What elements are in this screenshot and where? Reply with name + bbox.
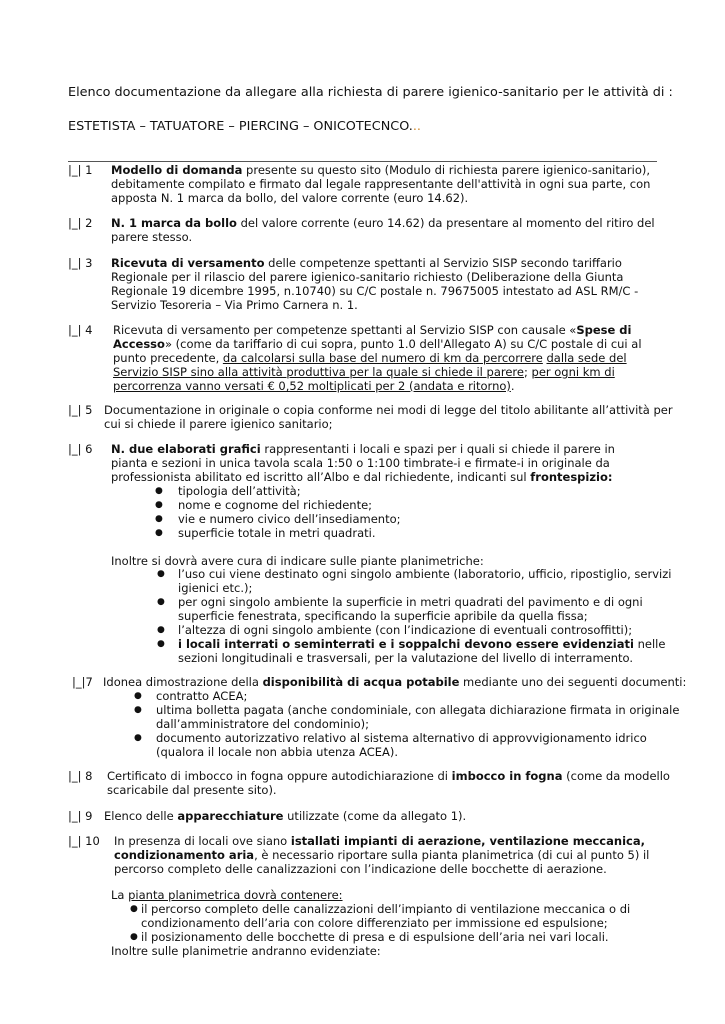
item-1-line-3: apposta N. 1 marca da bollo, del valore corrente (euro 14.62). xyxy=(111,191,469,205)
item-6-sub-4b: sezioni longitudinali e trasversali, per la valutazione del livello di interramento. xyxy=(178,651,634,665)
bullet-icon: ● xyxy=(155,500,163,510)
item-2-line-2: parere stesso. xyxy=(111,230,193,244)
item-5-line-2: cui si chiede il parere igienico sanitario; xyxy=(104,417,333,431)
item-2-line-1: N. 1 marca da bollo del valore corrente (euro 14.62) da presentare al momento del ritiro del xyxy=(111,216,655,230)
item-1-line-2: debitamente compilato e firmato dal legale rappresentante dell'attività in ogni sua parte, con xyxy=(111,177,651,191)
item-4-line-4: Servizio SISP sino alla attività produttiva per la quale si chiede il parere; per ogni km di xyxy=(113,365,615,379)
checkbox-item-8[interactable]: |_| 8 xyxy=(68,769,93,783)
item-7-bullet-2a: ultima bolletta pagata (anche condominiale, con allegata dichiarazione firmata in originale xyxy=(156,703,680,717)
bullet-icon: ● xyxy=(130,904,138,914)
checkbox-item-1[interactable]: |_| 1 xyxy=(68,163,93,177)
item-8-line-2: scaricabile dal presente sito). xyxy=(107,783,277,797)
bullet-icon: ● xyxy=(157,625,165,635)
item-6-bullet-4: superficie totale in metri quadrati. xyxy=(178,526,376,540)
item-4-line-2: Accesso» (come da tariffario di cui sopra, punto 1.0 dell'Allegato A) su C/C postale di cui al xyxy=(113,337,642,351)
item-7-bullet-1: contratto ACEA; xyxy=(156,689,248,703)
item-1-line-1: Modello di domanda presente su questo sito (Modulo di richiesta parere igienico-sanitario), xyxy=(111,163,651,177)
item-10-line-2: condizionamento aria, è necessario riportare sulla pianta planimetrica (di cui al punto 5) il xyxy=(114,848,650,862)
item-10-line-4: La pianta planimetrica dovrà contenere: xyxy=(111,888,343,902)
item-7-bullet-3b: (qualora il locale non abbia utenza ACEA). xyxy=(156,745,399,759)
bullet-icon: ● xyxy=(157,597,165,607)
bullet-icon: ● xyxy=(155,514,163,524)
item-8-line-1: Certificato di imbocco in fogna oppure autodichiarazione di imbocco in fogna (come da modello xyxy=(107,769,670,783)
item-3-line-4: Servizio Tesoreria – Via Primo Carnera n. 1. xyxy=(111,298,358,312)
bullet-icon: ● xyxy=(155,528,163,538)
bullet-icon: ● xyxy=(134,733,142,743)
bullet-icon: ● xyxy=(157,569,165,579)
item-3-line-1: Ricevuta di versamento delle competenze spettanti al Servizio SISP secondo tariffario xyxy=(111,256,622,270)
item-6-sub-3: l’altezza di ogni singolo ambiente (con l’indicazione di eventuali controsoffitti); xyxy=(178,623,633,637)
checkbox-item-7[interactable]: |_|7 xyxy=(72,675,93,689)
item-3-line-2: Regionale per il rilascio del parere igienico-sanitario richiesto (Deliberazione della Giunta xyxy=(111,270,624,284)
checkbox-item-6[interactable]: |_| 6 xyxy=(68,442,93,456)
item-6-sub-2b: superficie fenestrata, specificando la superficie apribile da quella fissa; xyxy=(178,609,588,623)
item-4-line-3: punto precedente, da calcolarsi sulla base del numero di km da percorrere dalla sede del xyxy=(113,351,627,365)
item-7-line-1: Idonea dimostrazione della disponibilità di acqua potabile mediante uno dei seguenti documenti: xyxy=(103,675,687,689)
item-7-bullet-2b: dall’amministratore del condominio); xyxy=(156,717,370,731)
bullet-icon: ● xyxy=(134,691,142,701)
checkbox-item-9[interactable]: |_| 9 xyxy=(68,809,93,823)
item-3-line-3: Regionale 19 dicembre 1995, n.10740) su C/C postale n. 79675005 intestato ad ASL RM/C - xyxy=(111,284,639,298)
checkbox-item-2[interactable]: |_| 2 xyxy=(68,216,93,230)
item-6-bullet-3: vie e numero civico dell’insediamento; xyxy=(178,512,401,526)
bullet-icon: ● xyxy=(155,486,163,496)
item-6-intro-2: Inoltre si dovrà avere cura di indicare sulle piante planimetriche: xyxy=(111,554,484,568)
checkbox-item-4[interactable]: |_| 4 xyxy=(68,323,93,337)
item-10-line-3: percorso completo delle canalizzazioni con l’indicazione delle bocchette di aerazione. xyxy=(114,862,607,876)
item-10-line-1: In presenza di locali ove siano istallati impianti di aerazione, ventilazione meccanica, xyxy=(114,834,645,848)
item-6-line-3: professionista abilitato ed iscritto all’Albo e dal richiedente, indicanti sul frontespizio: xyxy=(111,470,613,484)
item-6-bullet-2: nome e cognome del richiedente; xyxy=(178,498,373,512)
checkbox-item-10[interactable]: |_| 10 xyxy=(68,834,100,848)
document-subtitle: ESTETISTA – TATUATORE – PIERCING – ONICOTECNCO... xyxy=(68,119,421,134)
item-10-line-5: Inoltre sulle planimetrie andranno evidenziate: xyxy=(111,944,381,958)
item-6-sub-4a: i locali interrati o seminterrati e i soppalchi devono essere evidenziati nelle xyxy=(178,637,666,651)
document-title: Elenco documentazione da allegare alla richiesta di parere igienico-sanitario per le attività di : xyxy=(68,85,673,100)
item-6-line-1: N. due elaborati grafici rappresentanti i locali e spazi per i quali si chiede il parere in xyxy=(111,442,615,456)
item-6-sub-1b: igienici etc.); xyxy=(178,581,253,595)
item-6-line-2: pianta e sezioni in unica tavola scala 1:50 o 1:100 timbrate-i e firmate-i in originale da xyxy=(111,456,610,470)
item-9-line-1: Elenco delle apparecchiature utilizzate (come da allegato 1). xyxy=(104,809,467,823)
item-7-bullet-3a: documento autorizzativo relativo al sistema alternativo di approvvigionamento idrico xyxy=(156,731,647,745)
bullet-icon: ● xyxy=(130,932,138,942)
item-10-bullet-2: il posizionamento delle bocchette di presa e di espulsione dell’aria nei vari locali. xyxy=(141,930,609,944)
item-6-sub-1a: l’uso cui viene destinato ogni singolo ambiente (laboratorio, ufficio, ripostiglio, servizi xyxy=(178,567,672,581)
item-4-line-1: Ricevuta di versamento per competenze spettanti al Servizio SISP con causale «Spese di xyxy=(113,323,632,337)
bullet-icon: ● xyxy=(157,639,165,649)
item-6-sub-2a: per ogni singolo ambiente la superficie in metri quadrati del pavimento e di ogni xyxy=(178,595,643,609)
checkbox-item-3[interactable]: |_| 3 xyxy=(68,256,93,270)
item-4-line-5: percorrenza vanno versati € 0,52 moltiplicati per 2 (andata e ritorno). xyxy=(113,379,515,393)
bullet-icon: ● xyxy=(134,705,142,715)
item-10-bullet-1b: condizionamento dell’aria con colore differenziato per immissione ed espulsione; xyxy=(141,916,608,930)
item-10-bullet-1a: il percorso completo delle canalizzazioni dell’impianto di ventilazione meccanica o di xyxy=(141,902,631,916)
item-6-bullet-1: tipologia dell’attività; xyxy=(178,484,301,498)
item-5-line-1: Documentazione in originale o copia conforme nei modi di legge del titolo abilitante all’attività per xyxy=(104,403,673,417)
separator-line xyxy=(68,161,657,162)
checkbox-item-5[interactable]: |_| 5 xyxy=(68,403,93,417)
